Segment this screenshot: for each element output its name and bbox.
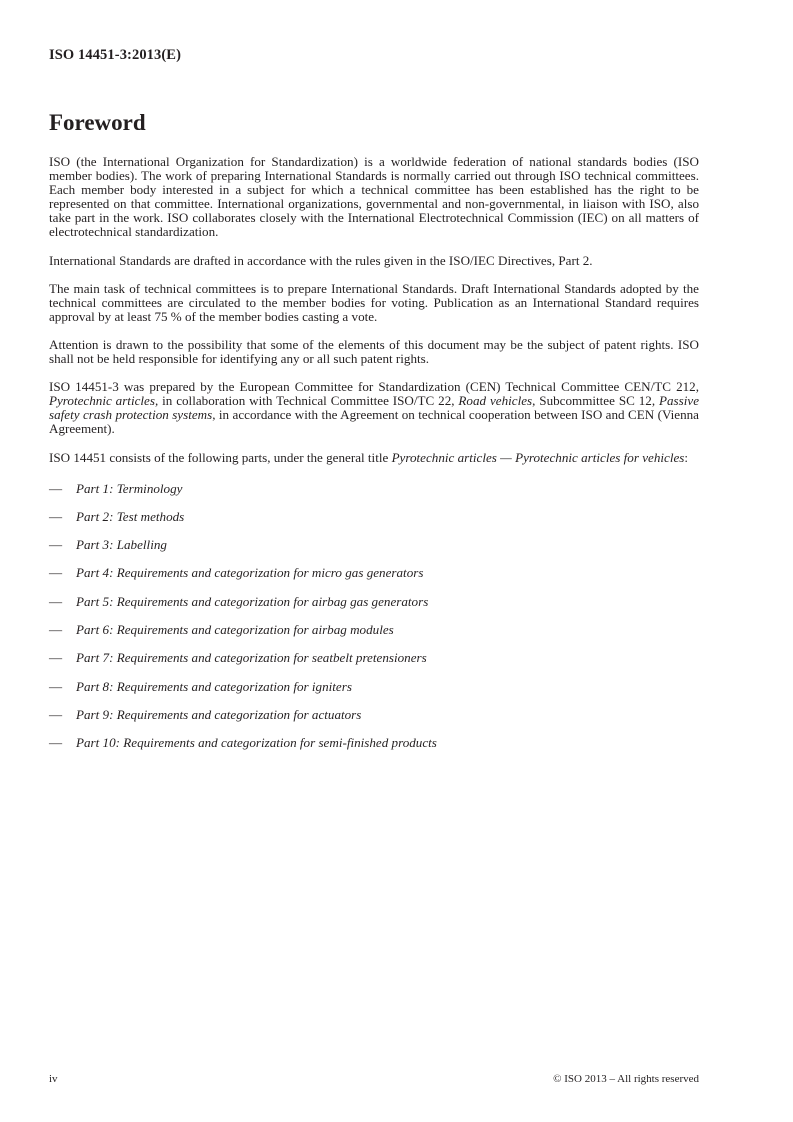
list-item: [49, 538, 699, 566]
text-run: , in accordance with the Agreement on technical cooperation between ISO and CEN (Vienna Agreement).: [49, 407, 699, 437]
list-item: [49, 595, 699, 623]
text-run: in collaboration with Technical Committee ISO/TC 22,: [158, 393, 459, 409]
part-label: Part 3: Labelling: [76, 537, 167, 553]
text-run: , Subcommittee SC 12,: [532, 393, 660, 409]
part-label: Part 5: Requirements and categorization for airbag gas generators: [76, 593, 429, 609]
paragraph-drafting-rules: International Standards are drafted in accordance with the rules given in the ISO/IEC Directives, Part 2.: [49, 252, 593, 268]
subcommittee-name: Passive safety crash protection systems: [49, 393, 700, 423]
part-label: Part 9: Requirements and categorization for actuators: [76, 706, 362, 722]
em-dash-bullet: —: [49, 622, 63, 638]
em-dash-bullet: —: [49, 735, 63, 751]
list-item: [49, 510, 699, 538]
paragraph-patent-rights: Attention is drawn to the possibility that some of the elements of this document may be the subject of patent rights. ISO shall not be held responsible for identifying any or all such patent rights.: [49, 336, 699, 367]
text-run: ISO 14451-3 was prepared by the European Committee for Standardization (CEN) Technical Committee CEN/TC 212,: [49, 379, 699, 395]
document-id-header: ISO 14451-3:2013(E): [49, 47, 181, 63]
part-label: Part 7: Requirements and categorization for seatbelt pretensioners: [76, 650, 427, 666]
em-dash-bullet: —: [49, 678, 63, 694]
em-dash-bullet: —: [49, 480, 63, 496]
page-title: Foreword: [49, 110, 146, 135]
list-item: [49, 566, 699, 594]
general-title: Pyrotechnic articles — Pyrotechnic articles for vehicles: [391, 449, 685, 465]
list-item: [49, 736, 699, 764]
copyright-notice: © ISO 2013 – All rights reserved: [553, 1073, 699, 1085]
text-run: :: [684, 449, 689, 465]
em-dash-bullet: —: [49, 508, 63, 524]
list-item: [49, 623, 699, 651]
part-label: Part 4: Requirements and categorization for micro gas generators: [76, 565, 424, 581]
paragraph-preparation: [49, 380, 699, 436]
em-dash-bullet: —: [49, 537, 63, 553]
parts-list: [49, 482, 699, 765]
committee-name-road-vehicles: Road vehicles: [458, 393, 533, 409]
list-item: [49, 680, 699, 708]
em-dash-bullet: —: [49, 706, 63, 722]
list-item: [49, 651, 699, 679]
list-item: [49, 482, 699, 510]
em-dash-bullet: —: [49, 565, 63, 581]
committee-name-pyrotechnic: Pyrotechnic articles,: [49, 393, 159, 409]
paragraph-committee-task: The main task of technical committees is to prepare International Standards. Draft International Standards adopted by the technical committees are circulated to the member bodies for voting. Publication as an International Standard requires approval by at least 75 % of the member bodies casting a vote.: [49, 280, 699, 324]
paragraph-iso-description: ISO (the International Organization for Standardization) is a worldwide federation of national standards bodies (ISO member bodies). The work of preparing International Standards is normally carried out through ISO technical committees. Each member body interested in a subject for which a technical committee has been established has the right to be represented on that committee. International organizations, governmental and non-governmental, in liaison with ISO, also take part in the work. ISO collaborates closely with the International Electrotechnical Commission (IEC) on all matters of electrotechnical standardization.: [49, 154, 699, 240]
em-dash-bullet: —: [49, 593, 63, 609]
page-number: iv: [49, 1073, 58, 1085]
list-item: [49, 708, 699, 736]
part-label: Part 8: Requirements and categorization for igniters: [76, 678, 352, 694]
foreword-body: [49, 155, 699, 765]
part-label: Part 6: Requirements and categorization for airbag modules: [76, 622, 394, 638]
em-dash-bullet: —: [49, 650, 63, 666]
part-label: Part 1: Terminology: [76, 480, 183, 496]
text-run: ISO 14451 consists of the following parts, under the general title: [49, 449, 392, 465]
part-label: Part 2: Test methods: [76, 508, 185, 524]
page-footer: [49, 1073, 699, 1085]
paragraph-parts-intro: [49, 451, 699, 465]
part-label: Part 10: Requirements and categorization for semi-finished products: [76, 735, 437, 751]
